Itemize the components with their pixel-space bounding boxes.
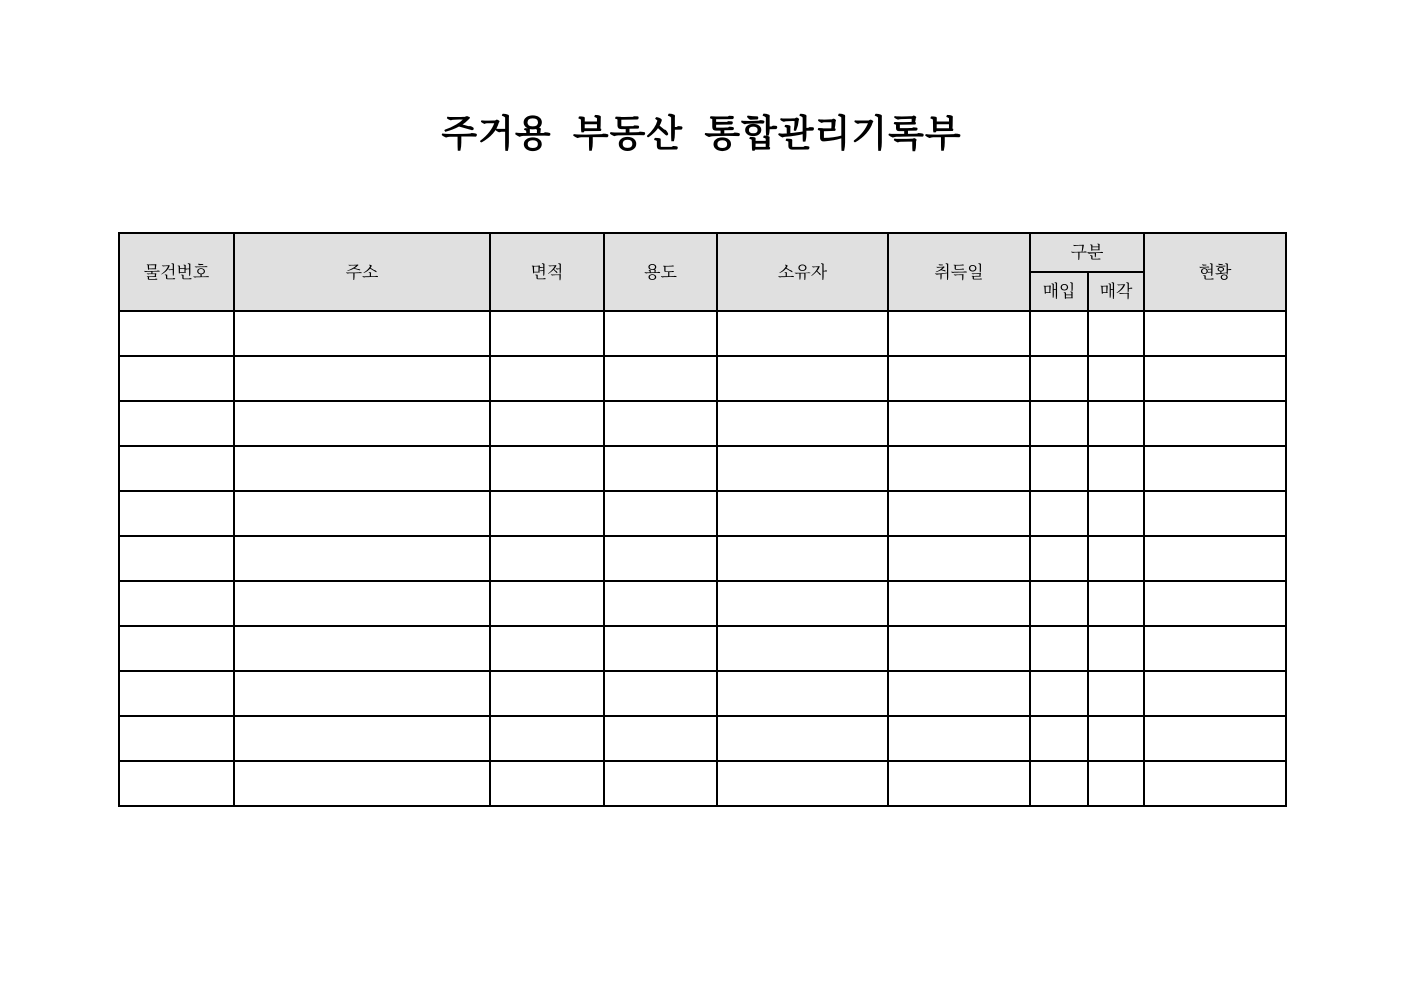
cell-address	[234, 491, 490, 536]
property-record-table	[118, 232, 1287, 807]
cell-acquisition-date	[888, 761, 1030, 806]
table-row	[119, 446, 1286, 491]
page-title: 주거용 부동산 통합관리기록부	[441, 113, 962, 154]
cell-address	[234, 356, 490, 401]
cell-address	[234, 716, 490, 761]
cell-property-no	[119, 716, 234, 761]
cell-property-no	[119, 626, 234, 671]
table-row	[119, 491, 1286, 536]
cell-sale	[1088, 356, 1144, 401]
cell-address	[234, 581, 490, 626]
cell-status	[1144, 536, 1286, 581]
table-row	[119, 716, 1286, 761]
cell-sale	[1088, 716, 1144, 761]
cell-status	[1144, 356, 1286, 401]
cell-status	[1144, 401, 1286, 446]
header-purchase: 매입	[1030, 272, 1088, 311]
header-row-main	[119, 233, 1286, 272]
cell-area	[490, 581, 604, 626]
cell-area	[490, 626, 604, 671]
header-sale: 매각	[1088, 272, 1144, 311]
cell-acquisition-date	[888, 311, 1030, 356]
cell-owner	[717, 716, 888, 761]
cell-purchase	[1030, 356, 1088, 401]
cell-usage	[604, 716, 717, 761]
cell-usage	[604, 401, 717, 446]
header-usage: 용도	[604, 233, 717, 311]
cell-sale	[1088, 401, 1144, 446]
cell-usage	[604, 626, 717, 671]
cell-sale	[1088, 311, 1144, 356]
header-status: 현황	[1144, 233, 1286, 311]
cell-owner	[717, 356, 888, 401]
cell-area	[490, 311, 604, 356]
cell-owner	[717, 671, 888, 716]
table-row	[119, 401, 1286, 446]
cell-property-no	[119, 671, 234, 716]
cell-owner	[717, 311, 888, 356]
cell-acquisition-date	[888, 536, 1030, 581]
cell-acquisition-date	[888, 491, 1030, 536]
cell-sale	[1088, 671, 1144, 716]
cell-owner	[717, 536, 888, 581]
cell-purchase	[1030, 671, 1088, 716]
cell-status	[1144, 716, 1286, 761]
cell-acquisition-date	[888, 716, 1030, 761]
cell-property-no	[119, 311, 234, 356]
cell-status	[1144, 671, 1286, 716]
cell-area	[490, 761, 604, 806]
cell-address	[234, 536, 490, 581]
cell-area	[490, 671, 604, 716]
table-row	[119, 581, 1286, 626]
cell-area	[490, 401, 604, 446]
cell-status	[1144, 626, 1286, 671]
cell-usage	[604, 671, 717, 716]
cell-acquisition-date	[888, 446, 1030, 491]
cell-area	[490, 491, 604, 536]
cell-owner	[717, 446, 888, 491]
cell-sale	[1088, 761, 1144, 806]
cell-usage	[604, 311, 717, 356]
cell-owner	[717, 761, 888, 806]
cell-area	[490, 716, 604, 761]
header-acquisition-date: 취득일	[888, 233, 1030, 311]
table-row	[119, 536, 1286, 581]
cell-usage	[604, 491, 717, 536]
cell-address	[234, 446, 490, 491]
header-category-group: 구분	[1030, 233, 1144, 272]
cell-address	[234, 311, 490, 356]
cell-sale	[1088, 446, 1144, 491]
cell-purchase	[1030, 581, 1088, 626]
cell-acquisition-date	[888, 356, 1030, 401]
cell-purchase	[1030, 401, 1088, 446]
cell-sale	[1088, 491, 1144, 536]
table-header	[119, 233, 1286, 311]
cell-status	[1144, 581, 1286, 626]
header-owner: 소유자	[717, 233, 888, 311]
header-area: 면적	[490, 233, 604, 311]
cell-usage	[604, 581, 717, 626]
cell-sale	[1088, 626, 1144, 671]
table-row	[119, 356, 1286, 401]
cell-status	[1144, 446, 1286, 491]
cell-property-no	[119, 761, 234, 806]
cell-purchase	[1030, 626, 1088, 671]
cell-usage	[604, 761, 717, 806]
table-row	[119, 311, 1286, 356]
cell-purchase	[1030, 491, 1088, 536]
cell-purchase	[1030, 761, 1088, 806]
cell-address	[234, 761, 490, 806]
header-property-no: 물건번호	[119, 233, 234, 311]
cell-status	[1144, 311, 1286, 356]
cell-sale	[1088, 536, 1144, 581]
table-body	[119, 311, 1286, 806]
cell-area	[490, 356, 604, 401]
cell-usage	[604, 356, 717, 401]
cell-usage	[604, 536, 717, 581]
cell-area	[490, 446, 604, 491]
header-address: 주소	[234, 233, 490, 311]
cell-purchase	[1030, 716, 1088, 761]
cell-acquisition-date	[888, 626, 1030, 671]
cell-area	[490, 536, 604, 581]
cell-property-no	[119, 446, 234, 491]
cell-owner	[717, 581, 888, 626]
cell-usage	[604, 446, 717, 491]
cell-address	[234, 401, 490, 446]
cell-purchase	[1030, 536, 1088, 581]
cell-property-no	[119, 401, 234, 446]
cell-property-no	[119, 536, 234, 581]
cell-address	[234, 671, 490, 716]
cell-owner	[717, 491, 888, 536]
cell-acquisition-date	[888, 671, 1030, 716]
cell-owner	[717, 626, 888, 671]
cell-acquisition-date	[888, 401, 1030, 446]
table-row	[119, 626, 1286, 671]
table-row	[119, 761, 1286, 806]
cell-property-no	[119, 581, 234, 626]
cell-status	[1144, 761, 1286, 806]
cell-sale	[1088, 581, 1144, 626]
cell-purchase	[1030, 446, 1088, 491]
table-row	[119, 671, 1286, 716]
cell-property-no	[119, 491, 234, 536]
cell-address	[234, 626, 490, 671]
cell-property-no	[119, 356, 234, 401]
cell-status	[1144, 491, 1286, 536]
cell-owner	[717, 401, 888, 446]
cell-purchase	[1030, 311, 1088, 356]
cell-acquisition-date	[888, 581, 1030, 626]
